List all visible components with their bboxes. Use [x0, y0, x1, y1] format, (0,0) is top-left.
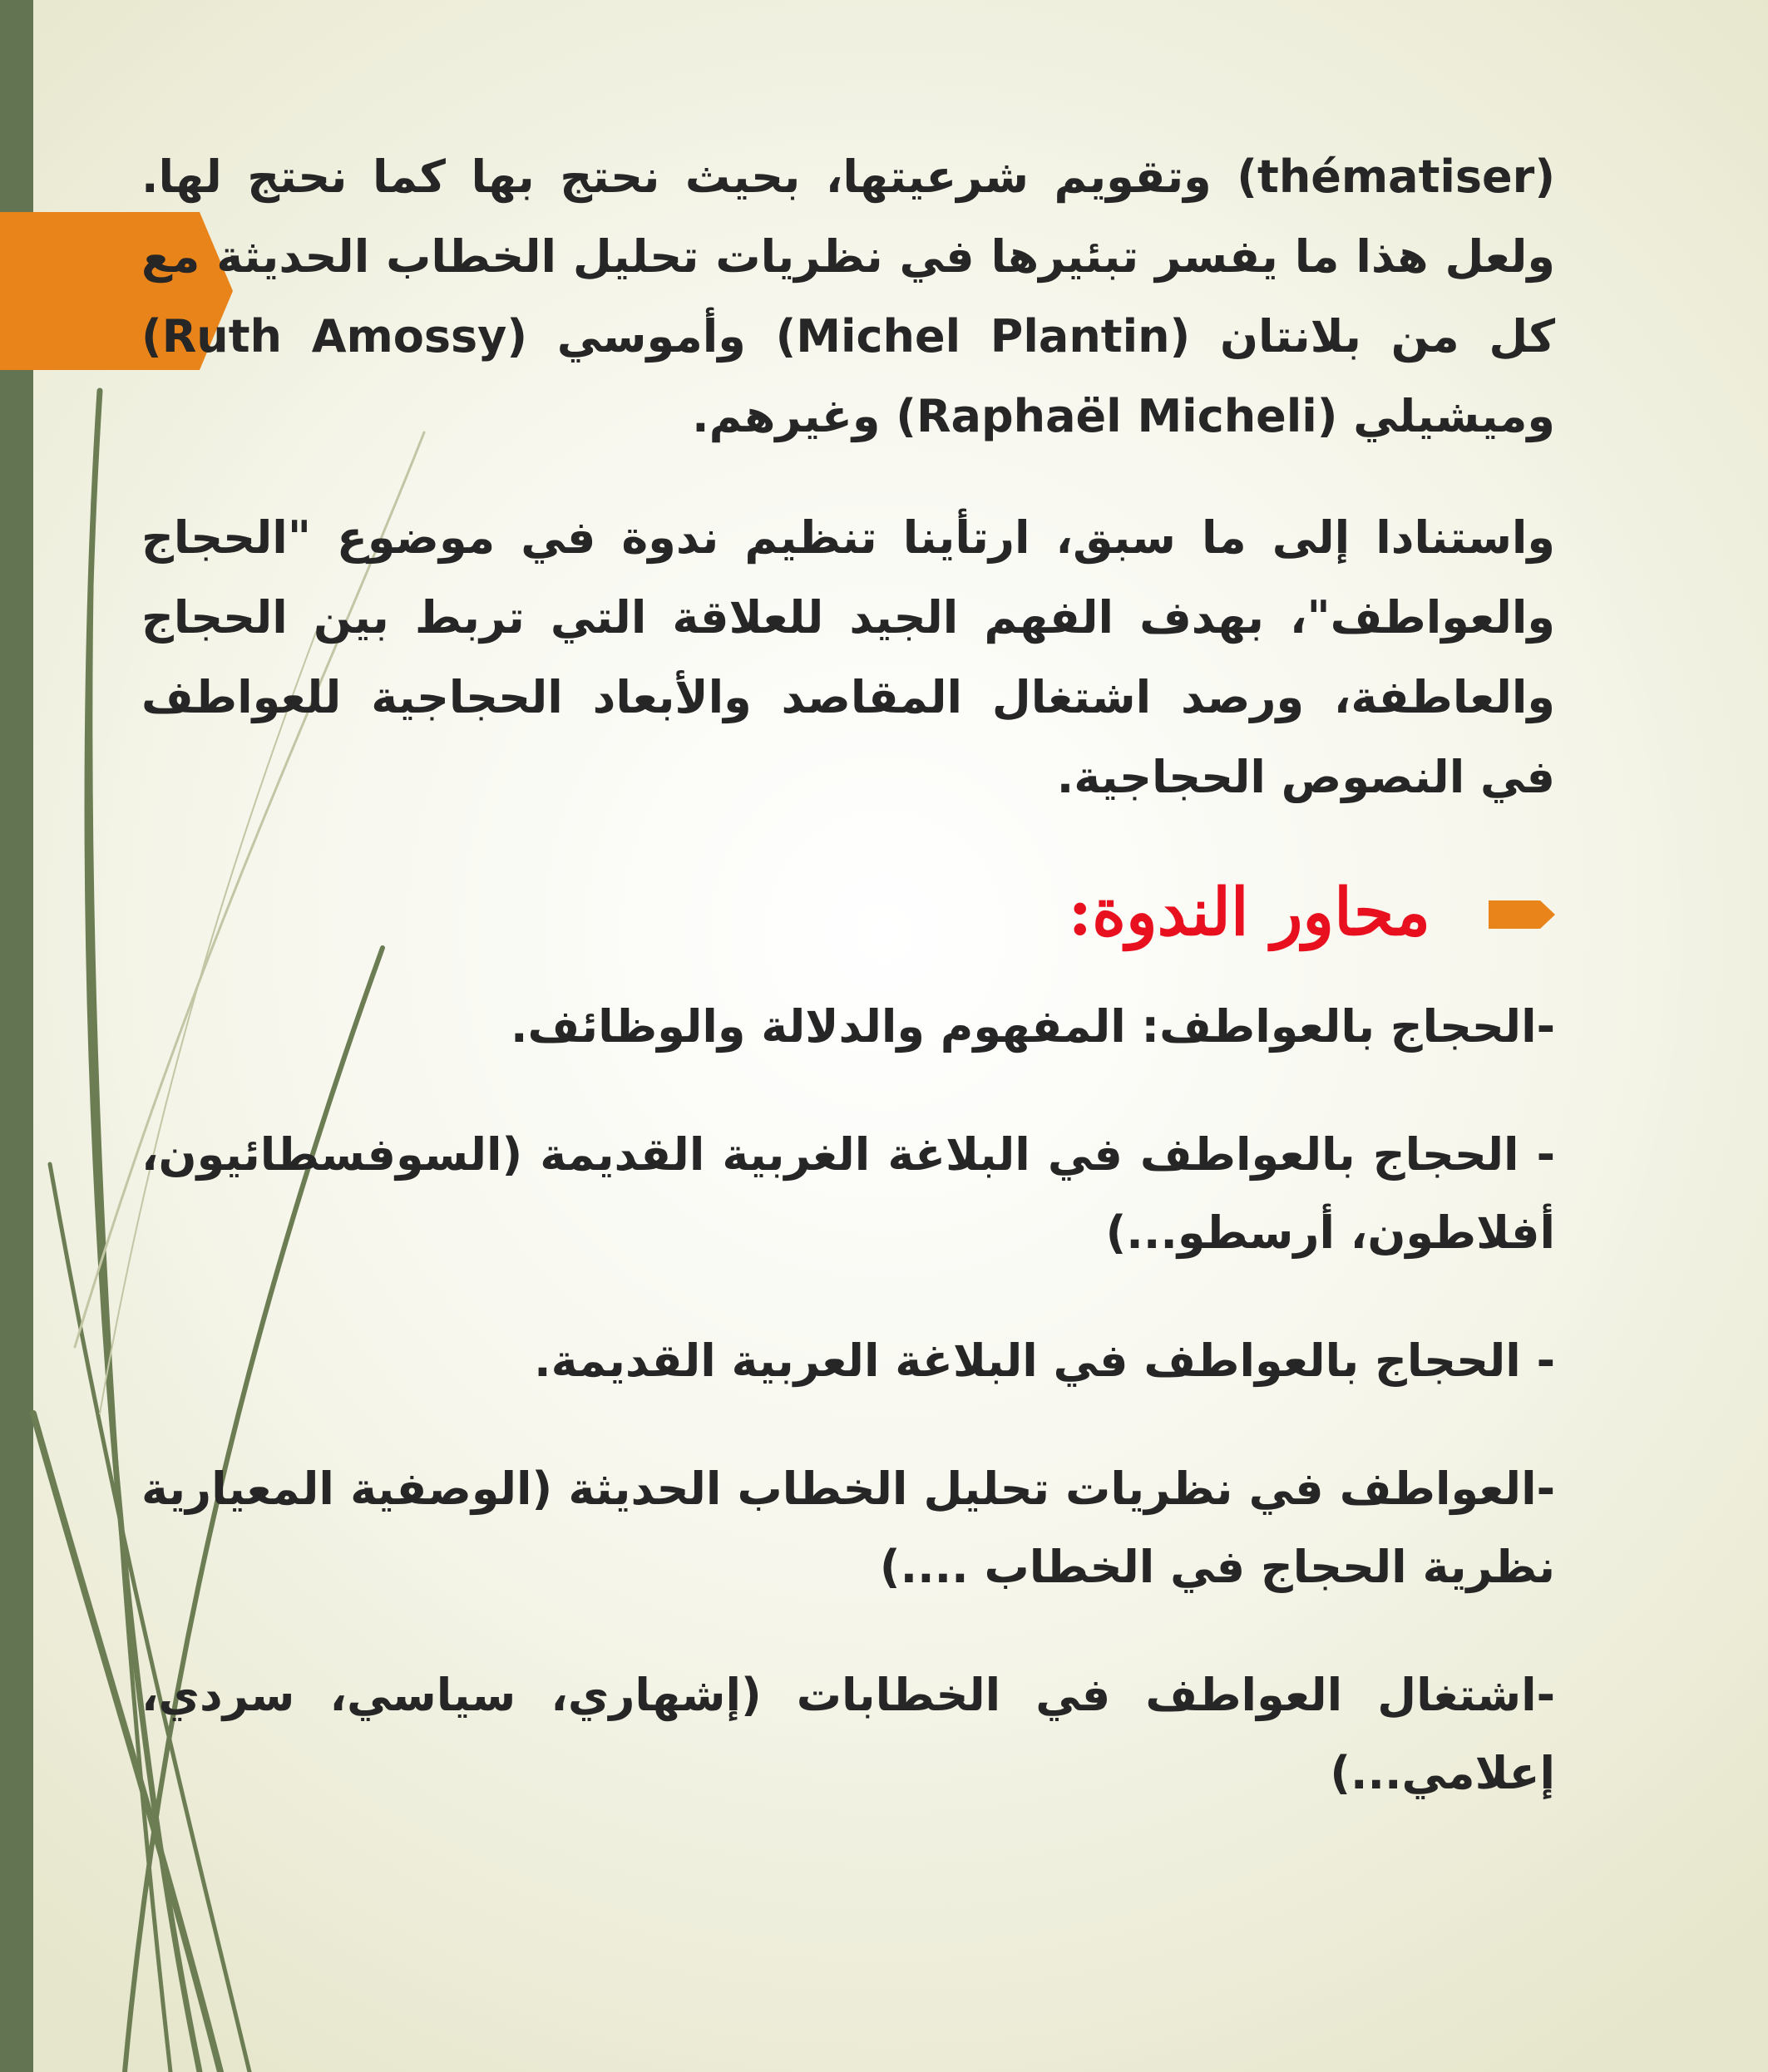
list-item: -العواطف في نظريات تحليل الخطاب الحديثة (الوصفية المعيارية نظرية الحجاج في الخطاب ....) — [141, 1463, 1555, 1593]
intro-paragraph-1: (thématiser) وتقويم شرعيتها، بحيث نحتج بها كما نحتج لها. ولعل هذا ما يفسر تبئيرها في نظريات تحليل الخطاب الحديثة مع كل من بلانتان (Michel Plantin) وأموسي (Ruth Amossy) وميشيلي (Raphaël Micheli) وغيرهم. — [141, 150, 1555, 442]
section-heading: محاور الندوة: — [1068, 875, 1430, 950]
list-item: -اشتغال العواطف في الخطابات (إشهاري، سياسي، سردي، إعلامي...) — [141, 1669, 1555, 1799]
intro-paragraph-2: واستنادا إلى ما سبق، ارتأينا تنظيم ندوة في موضوع "الحجاج والعواطف"، بهدف الفهم الجيد للعلاقة التي تربط بين الحجاج والعاطفة، ورصد اشتغال المقاصد والأبعاد الحجاجية للعواطف في النصوص الحجاجية. — [141, 511, 1555, 803]
list-item: - الحجاج بالعواطف في البلاغة العربية القديمة. — [534, 1334, 1555, 1387]
list-item: -الحجاج بالعواطف: المفهوم والدلالة والوظائف. — [510, 1000, 1555, 1053]
arrow-bullet-icon — [1489, 900, 1555, 929]
page-content — [141, 137, 1555, 1862]
list-item: - الحجاج بالعواطف في البلاغة الغربية القديمة (السوفسطائيون، أفلاطون، أرسطو...) — [141, 1128, 1555, 1259]
section-heading-row — [141, 859, 1555, 967]
